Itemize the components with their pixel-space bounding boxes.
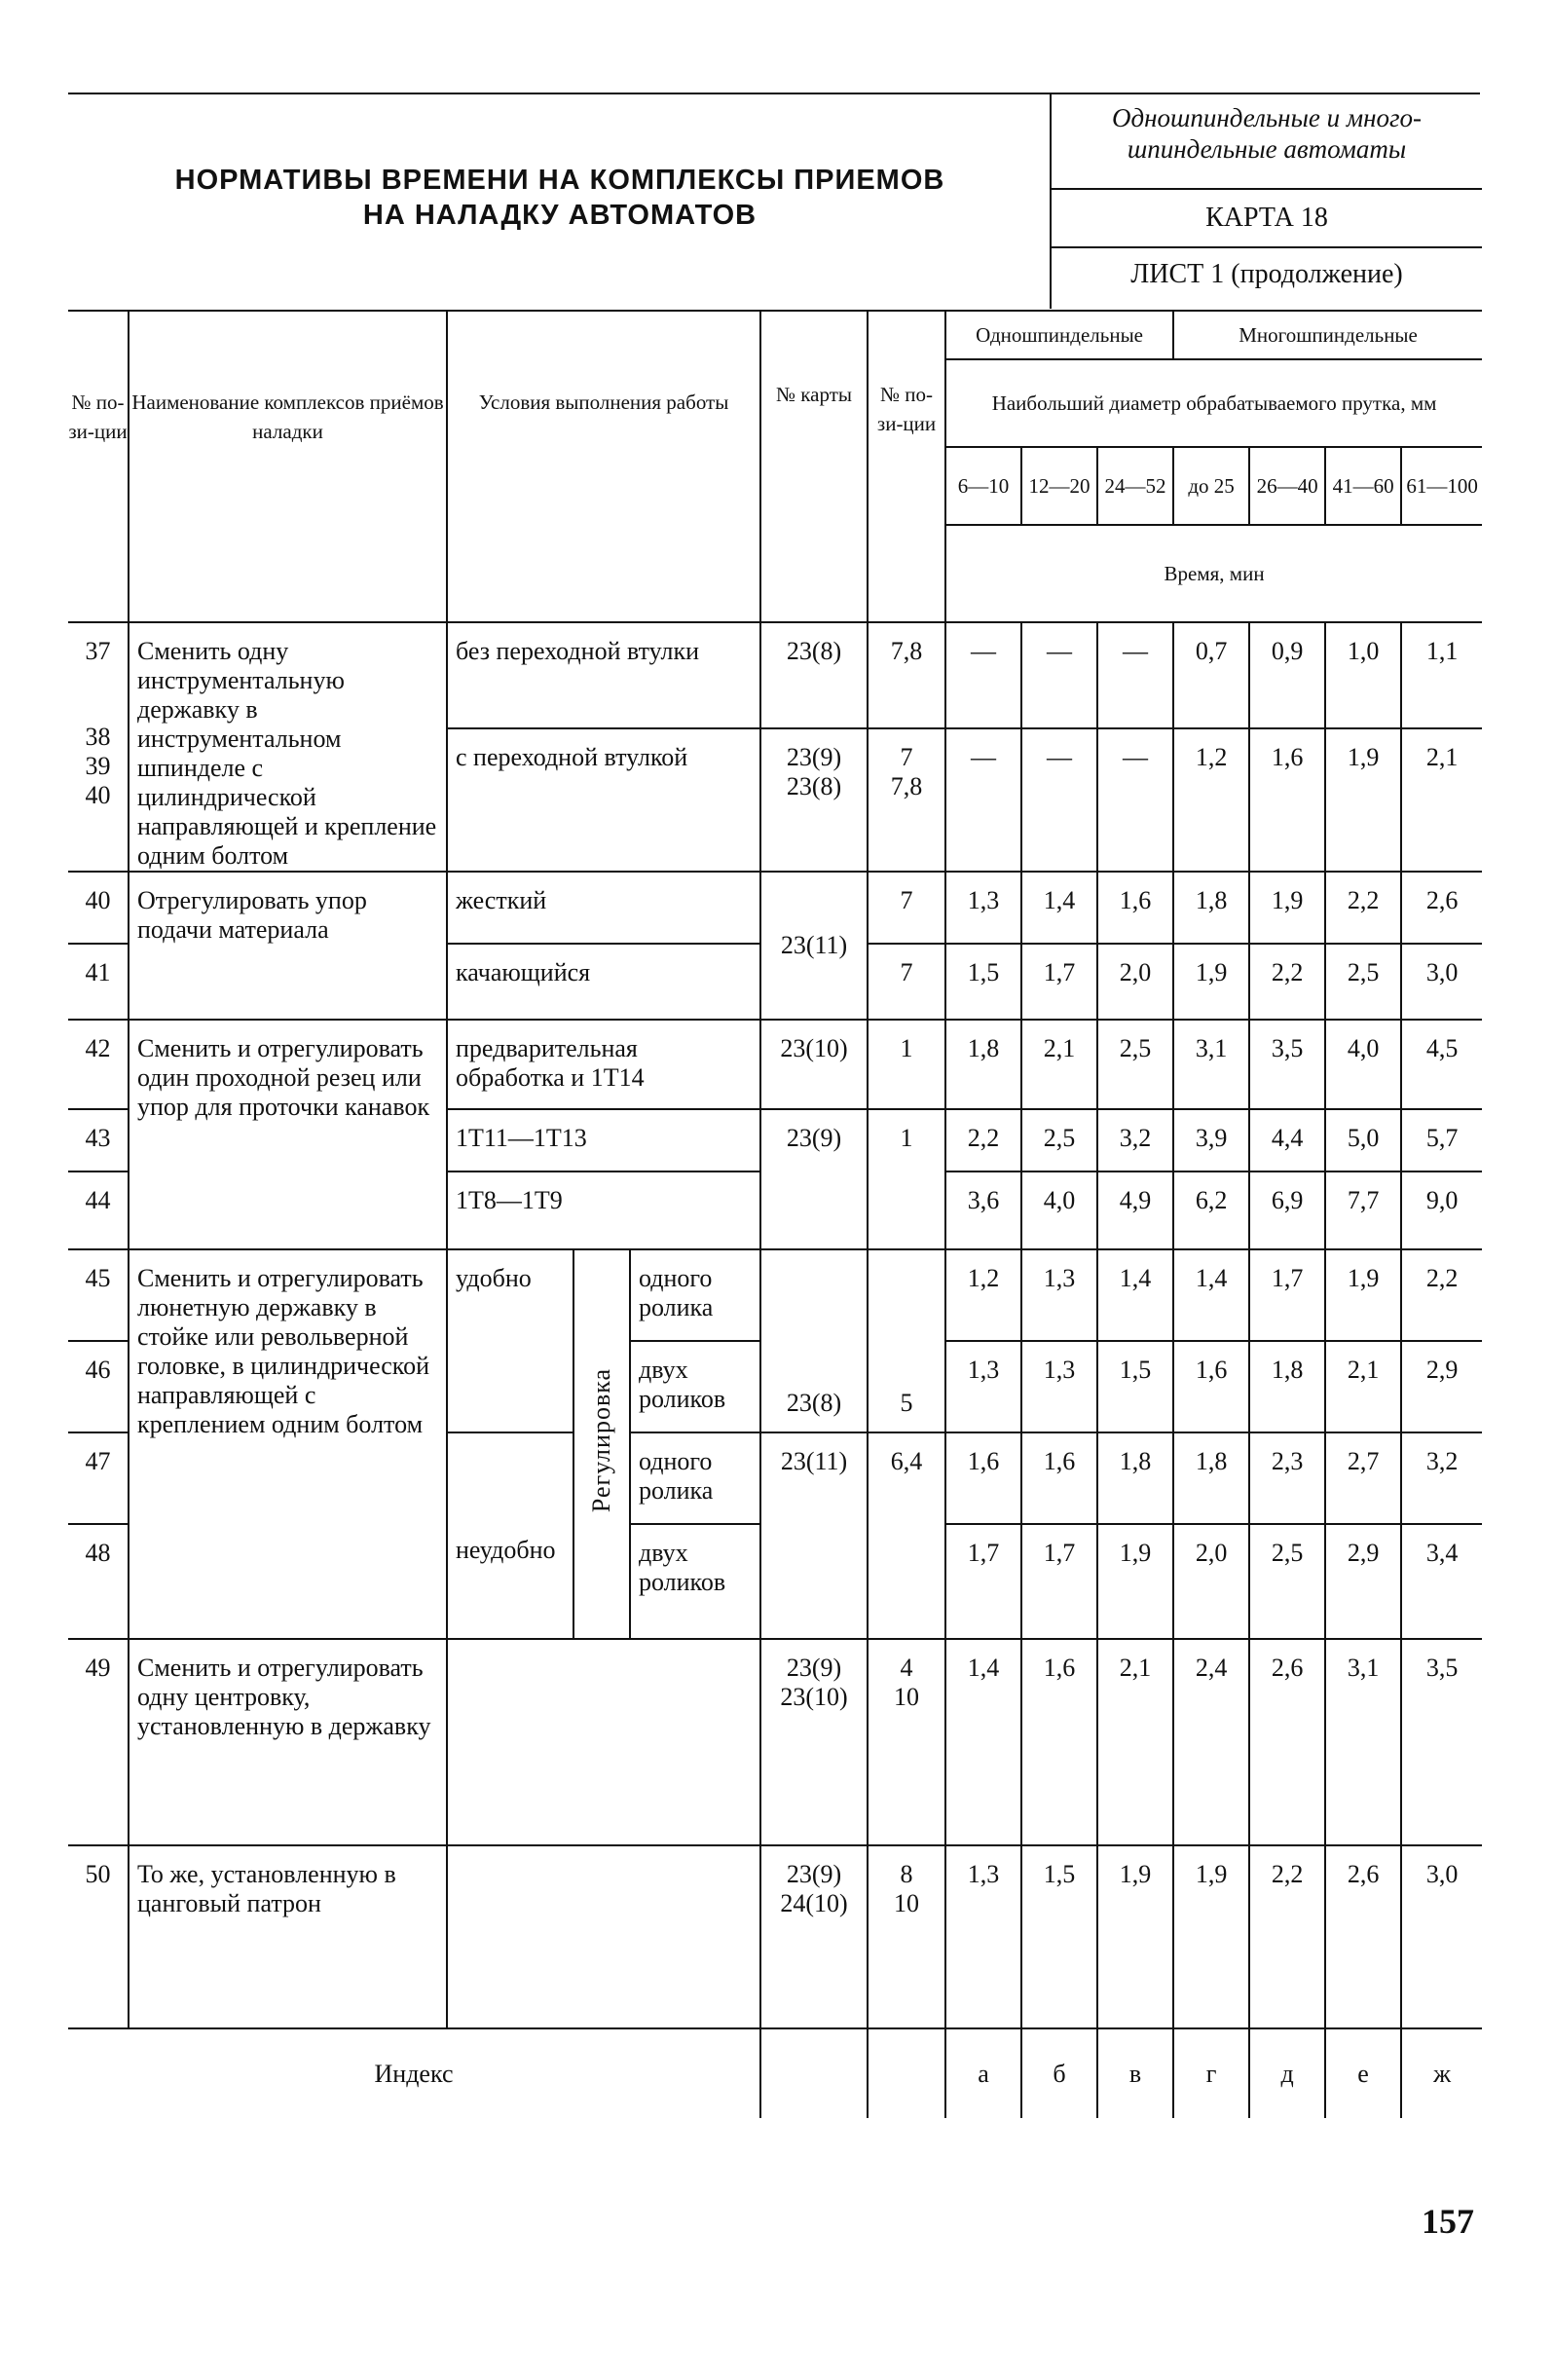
- adjustment-label: Регулировка: [587, 1368, 615, 1513]
- machine-type: [1052, 102, 1482, 165]
- index-letter: в: [1097, 2028, 1173, 2118]
- position-ref: [868, 728, 945, 872]
- col-header-pos: № по-зи-ции: [68, 311, 129, 622]
- card-number: 23(11): [760, 872, 868, 1020]
- position-number: 41: [68, 944, 129, 1020]
- position-ref-line: 4: [900, 1654, 913, 1682]
- time-value: 1,1: [1401, 622, 1482, 728]
- range-up-to-25: до 25: [1173, 447, 1249, 525]
- time-value: 2,0: [1097, 944, 1173, 1020]
- col-header-time: Время, мин: [945, 525, 1482, 622]
- card-number-line: 24(10): [780, 1889, 848, 1917]
- time-value: 2,1: [1401, 728, 1482, 872]
- time-value: 5,7: [1401, 1109, 1482, 1171]
- roller-count: двух роликов: [630, 1341, 760, 1432]
- position-number: 48: [68, 1524, 129, 1639]
- time-value: 3,5: [1249, 1020, 1325, 1109]
- position-ref-line: 10: [894, 1889, 920, 1917]
- adjustment-column: [573, 1249, 630, 1639]
- position-ref: 1: [868, 1020, 945, 1109]
- range-24-52: 24—52: [1097, 447, 1173, 525]
- index-letter: г: [1173, 2028, 1249, 2118]
- time-value: 6,2: [1173, 1171, 1249, 1249]
- time-value: 1,3: [1021, 1249, 1097, 1341]
- header-info-block: [1050, 94, 1482, 309]
- position-number: 40: [68, 872, 129, 944]
- time-value: 4,0: [1021, 1171, 1097, 1249]
- condition-easy: удобно: [447, 1249, 573, 1432]
- time-value: 2,5: [1021, 1109, 1097, 1171]
- time-value: 2,3: [1249, 1432, 1325, 1524]
- index-letter: д: [1249, 2028, 1325, 2118]
- position-ref: [868, 1845, 945, 2028]
- time-value: 3,9: [1173, 1109, 1249, 1171]
- time-value: 9,0: [1401, 1171, 1482, 1249]
- index-letter: а: [945, 2028, 1021, 2118]
- time-value: 1,7: [1021, 1524, 1097, 1639]
- time-value: 1,7: [945, 1524, 1021, 1639]
- condition: жесткий: [447, 872, 760, 944]
- position-ref: 7: [868, 872, 945, 944]
- index-row: [68, 2028, 1482, 2118]
- position-ref-line: 10: [894, 1683, 920, 1711]
- time-value: —: [945, 622, 1021, 728]
- col-header-multi-spindle: Многошпиндельные: [1173, 311, 1482, 359]
- card-number: 23(11): [760, 1432, 868, 1639]
- card-number: [760, 728, 868, 872]
- position-number: 43: [68, 1109, 129, 1171]
- table-row: [68, 1639, 1482, 1845]
- time-value: 1,6: [1021, 1432, 1097, 1524]
- index-empty: [868, 2028, 945, 2118]
- operation-name: Сменить и отрегулировать одну центровку, установленную в державку: [129, 1639, 447, 1845]
- range-41-60: 41—60: [1325, 447, 1401, 525]
- sheet-label: ЛИСТ 1 (продолжение): [1130, 259, 1403, 289]
- table-row: [68, 1249, 1482, 1341]
- time-value: 1,9: [1173, 1845, 1249, 2028]
- time-value: 1,4: [1173, 1249, 1249, 1341]
- time-value: 1,4: [1021, 872, 1097, 944]
- index-letter: е: [1325, 2028, 1401, 2118]
- time-value: 1,6: [1173, 1341, 1249, 1432]
- col-header-card: № карты: [760, 311, 868, 622]
- time-value: 3,0: [1401, 944, 1482, 1020]
- position-number: 39: [85, 752, 111, 780]
- time-value: 1,3: [1021, 1341, 1097, 1432]
- machine-type-line-1: Одношпиндельные и много-: [1111, 103, 1422, 132]
- time-value: —: [1097, 728, 1173, 872]
- time-value: 4,0: [1325, 1020, 1401, 1109]
- time-value: 4,9: [1097, 1171, 1173, 1249]
- time-value: 1,5: [1021, 1845, 1097, 2028]
- card-number-line: 23(9): [786, 1654, 842, 1682]
- time-value: 3,6: [945, 1171, 1021, 1249]
- norms-table: [68, 310, 1482, 2118]
- col-header-single-spindle: Одношпиндельные: [945, 311, 1173, 359]
- time-value: 1,7: [1249, 1249, 1325, 1341]
- time-value: 1,9: [1249, 872, 1325, 944]
- position-number: 37: [85, 637, 111, 665]
- time-value: 2,0: [1173, 1524, 1249, 1639]
- index-letter: б: [1021, 2028, 1097, 2118]
- condition: с переходной втулкой: [447, 728, 760, 872]
- card-number: 23(8): [760, 622, 868, 728]
- time-value: 2,2: [1325, 872, 1401, 944]
- table-row: [68, 872, 1482, 944]
- time-value: —: [1097, 622, 1173, 728]
- col-header-name: Наименование комплексов приёмов наладки: [129, 311, 447, 622]
- page-number: 157: [1422, 2202, 1474, 2241]
- card-number: 23(9): [760, 1109, 868, 1249]
- time-value: 1,9: [1097, 1524, 1173, 1639]
- card-number: 23(8): [760, 1249, 868, 1432]
- card-number-line: 23(8): [786, 771, 842, 800]
- time-value: 1,9: [1325, 728, 1401, 872]
- operation-name: Сменить и отрегулировать люнетную державку в стойке или револьверной головке, в цилиндрической направляющей с креплением одним болтом: [129, 1249, 447, 1639]
- time-value: 1,8: [945, 1020, 1021, 1109]
- condition-empty: [447, 1845, 760, 2028]
- condition-hard: неудобно: [447, 1432, 573, 1639]
- time-value: 1,9: [1097, 1845, 1173, 2028]
- page-header: [68, 93, 1480, 309]
- time-value: 3,2: [1401, 1432, 1482, 1524]
- range-26-40: 26—40: [1249, 447, 1325, 525]
- time-value: 3,1: [1173, 1020, 1249, 1109]
- time-value: —: [945, 728, 1021, 872]
- time-value: 1,8: [1097, 1432, 1173, 1524]
- index-label: Индекс: [68, 2028, 760, 2118]
- range-6-10: 6—10: [945, 447, 1021, 525]
- roller-count: одного ролика: [630, 1249, 760, 1341]
- time-value: 1,5: [945, 944, 1021, 1020]
- position-ref: 5: [868, 1249, 945, 1432]
- roller-count: одного ролика: [630, 1432, 760, 1524]
- position-ref: 6,4: [868, 1432, 945, 1639]
- position-number: 45: [68, 1249, 129, 1341]
- time-value: 1,7: [1021, 944, 1097, 1020]
- page-title: [68, 163, 1052, 233]
- position-number: 50: [68, 1845, 129, 2028]
- position-number: 42: [68, 1020, 129, 1109]
- machine-type-line-2: шпиндельные автоматы: [1127, 134, 1407, 164]
- time-value: 3,4: [1401, 1524, 1482, 1639]
- position-number: 44: [68, 1171, 129, 1249]
- condition: 1Т11—1Т13: [447, 1109, 760, 1171]
- condition: предварительная обработка и 1Т14: [447, 1020, 760, 1109]
- time-value: 1,4: [945, 1639, 1021, 1845]
- time-value: 2,2: [1249, 1845, 1325, 2028]
- table-row: [68, 1020, 1482, 1109]
- position-ref: 1: [868, 1109, 945, 1249]
- position-ref-line: 8: [900, 1860, 913, 1888]
- title-line-1: НОРМАТИВЫ ВРЕМЕНИ НА КОМПЛЕКСЫ ПРИЕМОВ: [174, 165, 945, 196]
- time-value: 4,5: [1401, 1020, 1482, 1109]
- time-value: 4,4: [1249, 1109, 1325, 1171]
- range-61-100: 61—100: [1401, 447, 1482, 525]
- position-number: 47: [68, 1432, 129, 1524]
- time-value: 0,9: [1249, 622, 1325, 728]
- time-value: 1,4: [1097, 1249, 1173, 1341]
- time-value: 3,2: [1097, 1109, 1173, 1171]
- range-12-20: 12—20: [1021, 447, 1097, 525]
- time-value: 1,5: [1097, 1341, 1173, 1432]
- time-value: 2,5: [1325, 944, 1401, 1020]
- index-letter: ж: [1401, 2028, 1482, 2118]
- condition-empty: [447, 1639, 760, 1845]
- time-value: 2,6: [1401, 872, 1482, 944]
- index-empty: [760, 2028, 868, 2118]
- time-value: 1,8: [1173, 872, 1249, 944]
- time-value: 1,8: [1173, 1432, 1249, 1524]
- time-value: 2,6: [1325, 1845, 1401, 2028]
- card-number: 23(10): [760, 1020, 868, 1109]
- time-value: 1,6: [1097, 872, 1173, 944]
- row-positions: [68, 622, 129, 872]
- card-number-line: 23(9): [786, 1860, 842, 1888]
- card-number: [760, 1845, 868, 2028]
- position-number: 46: [68, 1341, 129, 1432]
- time-value: 0,7: [1173, 622, 1249, 728]
- time-value: 3,0: [1401, 1845, 1482, 2028]
- position-ref-line: 7,8: [890, 771, 923, 800]
- time-value: 3,5: [1401, 1639, 1482, 1845]
- time-value: 1,6: [1021, 1639, 1097, 1845]
- card-number: [760, 1639, 868, 1845]
- position-number: 49: [68, 1639, 129, 1845]
- condition: без переходной втулки: [447, 622, 760, 728]
- position-ref: [868, 1639, 945, 1845]
- table-row: [68, 622, 1482, 728]
- title-line-2: НА НАЛАДКУ АВТОМАТОВ: [362, 200, 758, 231]
- time-value: 2,4: [1173, 1639, 1249, 1845]
- time-value: 2,2: [945, 1109, 1021, 1171]
- time-value: 2,9: [1325, 1524, 1401, 1639]
- condition: качающийся: [447, 944, 760, 1020]
- position-ref-line: 7: [900, 742, 913, 771]
- time-value: 1,6: [945, 1432, 1021, 1524]
- time-value: 1,3: [945, 1845, 1021, 2028]
- operation-name: Сменить одну инструментальную державку в инструментальном шпинделе с цилиндрической направляющей и крепление одним болтом: [129, 622, 447, 872]
- time-value: 1,3: [945, 872, 1021, 944]
- time-value: 1,2: [1173, 728, 1249, 872]
- time-value: 2,2: [1401, 1249, 1482, 1341]
- time-value: 2,5: [1097, 1020, 1173, 1109]
- time-value: 2,1: [1325, 1341, 1401, 1432]
- time-value: 1,6: [1249, 728, 1325, 872]
- time-value: 7,7: [1325, 1171, 1401, 1249]
- time-value: 2,7: [1325, 1432, 1401, 1524]
- condition: 1Т8—1Т9: [447, 1171, 760, 1249]
- operation-name: То же, установленную в цанговый патрон: [129, 1845, 447, 2028]
- operation-name: Сменить и отрегулировать один проходной резец или упор для проточки канавок: [129, 1020, 447, 1249]
- time-value: 1,8: [1249, 1341, 1325, 1432]
- time-value: 1,0: [1325, 622, 1401, 728]
- position-ref: 7,8: [868, 622, 945, 728]
- time-value: 2,6: [1249, 1639, 1325, 1845]
- time-value: —: [1021, 622, 1097, 728]
- time-value: 2,1: [1021, 1020, 1097, 1109]
- time-value: 3,1: [1325, 1639, 1401, 1845]
- card-label: КАРТА 18: [1052, 188, 1482, 248]
- time-value: 2,2: [1249, 944, 1325, 1020]
- time-value: 1,3: [945, 1341, 1021, 1432]
- col-header-conditions: Условия выполнения работы: [447, 311, 760, 622]
- time-value: —: [1021, 728, 1097, 872]
- time-value: 5,0: [1325, 1109, 1401, 1171]
- time-value: 1,9: [1173, 944, 1249, 1020]
- col-header-diameter: Наибольший диаметр обрабатываемого прутка, мм: [945, 359, 1482, 447]
- time-value: 2,1: [1097, 1639, 1173, 1845]
- table-row: [68, 1845, 1482, 2028]
- col-header-pos-no: № по-зи-ции: [868, 311, 945, 622]
- card-number-line: 23(9): [786, 742, 842, 771]
- position-number: 40: [85, 781, 111, 809]
- time-value: 2,9: [1401, 1341, 1482, 1432]
- position-ref: 7: [868, 944, 945, 1020]
- time-value: 1,9: [1325, 1249, 1401, 1341]
- card-number-line: 23(10): [780, 1683, 848, 1711]
- roller-count: двух роликов: [630, 1524, 760, 1639]
- operation-name: Отрегулировать упор подачи материала: [129, 872, 447, 1020]
- time-value: 1,2: [945, 1249, 1021, 1341]
- position-number: 38: [85, 723, 111, 751]
- time-value: 2,5: [1249, 1524, 1325, 1639]
- time-value: 6,9: [1249, 1171, 1325, 1249]
